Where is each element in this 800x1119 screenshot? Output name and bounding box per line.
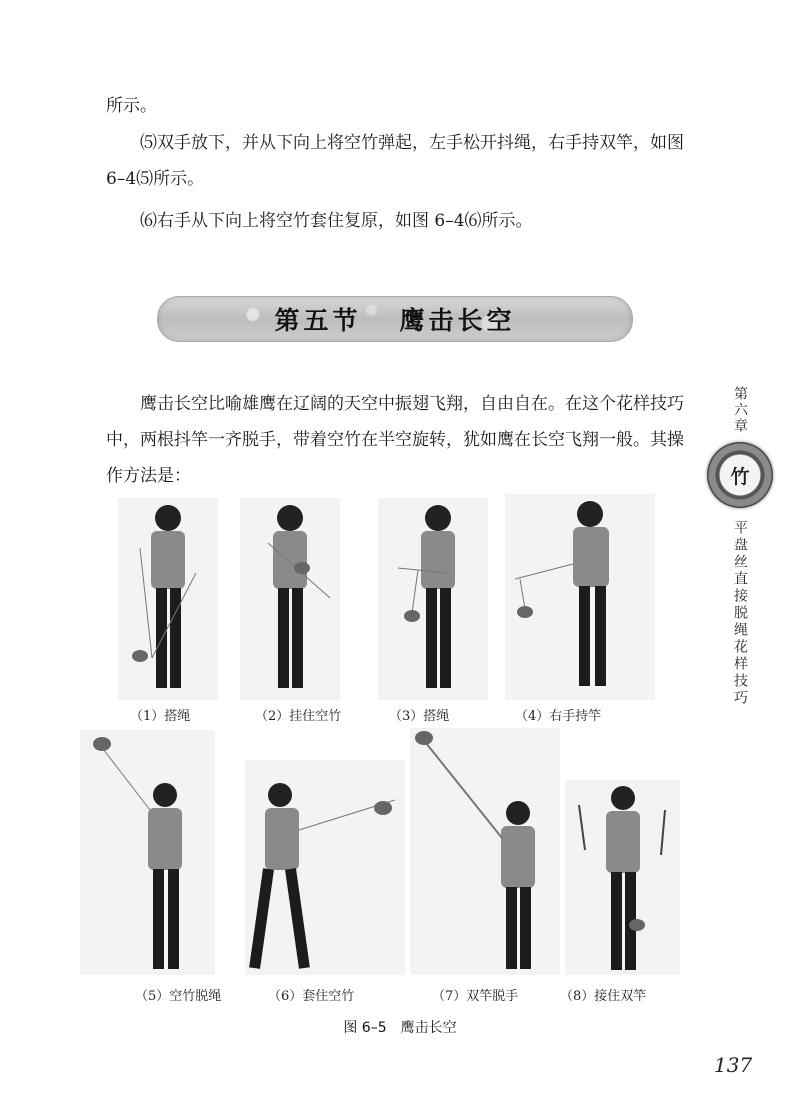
figure-title: 鹰击长空 — [400, 1020, 457, 1036]
caption-2: （2）挂住空竹 — [255, 709, 342, 724]
figure-photo-8 — [565, 780, 680, 975]
paragraph-2: ⑸双手放下，并从下向上将空竹弹起，左手松开抖绳，右手持双竿，如图 6–4⑸所示。 — [106, 133, 684, 189]
figure-photo-7 — [410, 728, 560, 975]
figure-photo-2 — [240, 498, 340, 700]
figure-photo-4 — [505, 494, 655, 700]
chapter-side-tab — [720, 386, 760, 707]
figure-photo-5 — [80, 730, 215, 975]
caption-1: （1）搭绳 — [130, 709, 191, 724]
paragraph-4: 鹰击长空比喻雄鹰在辽阔的天空中振翅飞翔，自由自在。在这个花样技巧中，两根抖竿一齐脱手，带着空竹在半空旋转，犹如鹰在长空飞翔一般。其操作方法是： — [106, 394, 684, 486]
section-title: 鹰击长空 — [399, 306, 516, 335]
figure-photo-3 — [378, 498, 488, 700]
paragraph-1: 所示。 — [106, 96, 157, 116]
paragraph-3: ⑹右手从下向上将空竹套住复原，如图 6–4⑹所示。 — [140, 211, 533, 231]
chapter-topic: 平盘丝直接脱绳花样技巧 — [732, 520, 748, 707]
figure-caption — [0, 1017, 800, 1037]
caption-4: （4）右手持竿 — [515, 709, 602, 724]
caption-8: （8）接住双竿 — [560, 989, 647, 1004]
chapter-label: 第六章 — [732, 386, 748, 434]
figure-photo-6 — [245, 760, 405, 975]
figure-photo-1 — [118, 498, 218, 700]
section-banner — [157, 296, 633, 342]
caption-7: （7）双竿脱手 — [432, 989, 519, 1004]
page-number: 137 — [714, 1053, 753, 1077]
emblem-char: 竹 — [730, 465, 750, 488]
caption-6: （6）套住空竹 — [268, 989, 355, 1004]
caption-5: （5）空竹脱绳 — [135, 989, 222, 1004]
section-number: 第五节 — [274, 306, 362, 335]
figure-number: 图 6–5 — [343, 1020, 387, 1036]
diabolo-emblem-icon — [707, 442, 773, 508]
caption-3: （3）搭绳 — [389, 709, 450, 724]
